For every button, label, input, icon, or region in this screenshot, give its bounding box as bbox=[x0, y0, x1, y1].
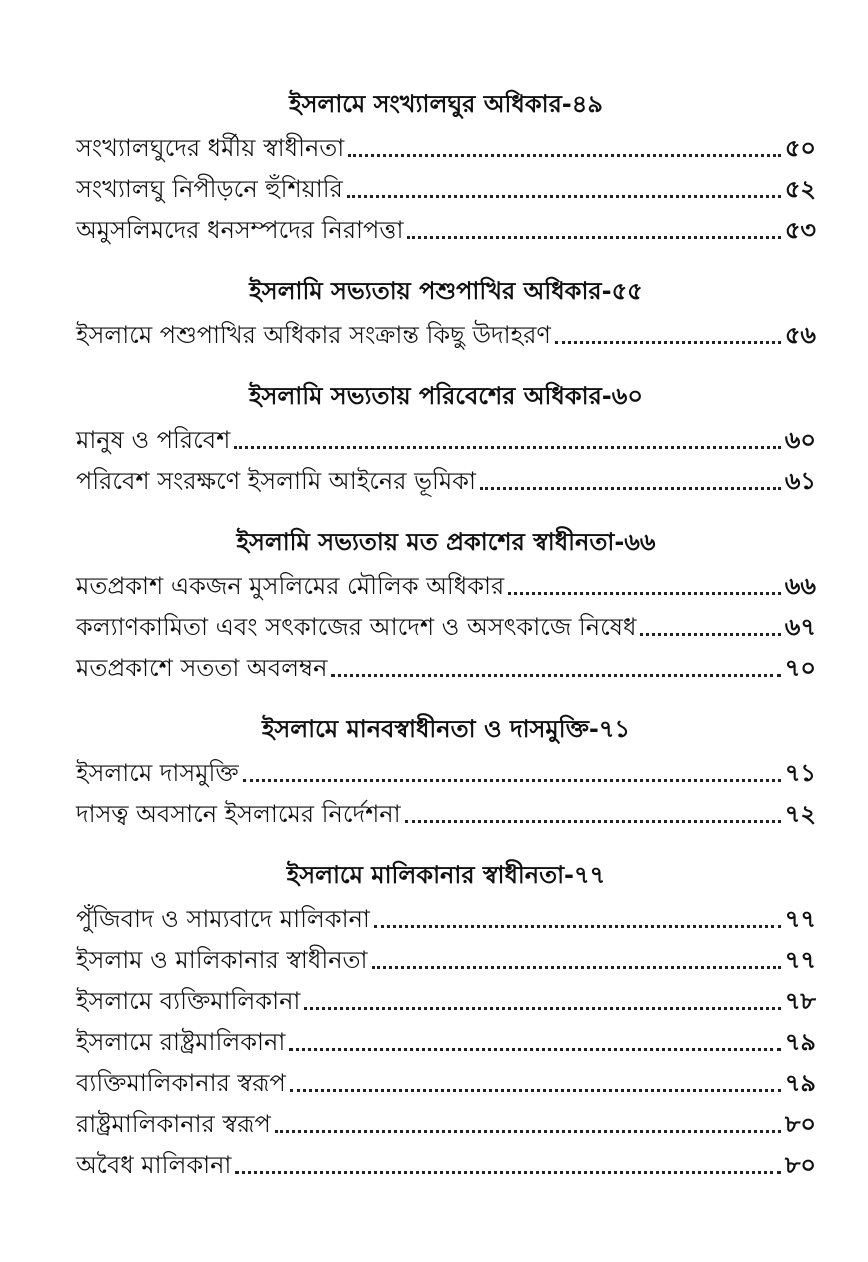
dot-leader bbox=[235, 1159, 780, 1174]
entry-title: সংখ্যালঘু নিপীড়নে হুঁশিয়ারি bbox=[76, 175, 343, 203]
page-number: ৭৭ bbox=[784, 905, 816, 933]
dot-leader bbox=[234, 434, 780, 449]
dot-leader bbox=[508, 580, 781, 595]
toc-entry bbox=[76, 1063, 816, 1104]
toc-section-environment-rights bbox=[76, 376, 816, 502]
toc-entry bbox=[76, 940, 816, 981]
dot-leader bbox=[374, 913, 781, 928]
entry-title: পরিবেশ সংরক্ষণে ইসলামি আইনের ভূমিকা bbox=[76, 467, 476, 495]
dot-leader bbox=[275, 1118, 781, 1133]
dot-leader bbox=[372, 954, 781, 969]
toc-entry bbox=[76, 566, 816, 607]
toc-entry bbox=[76, 128, 816, 169]
dot-leader bbox=[555, 329, 781, 344]
page-number: ৮০ bbox=[784, 1151, 816, 1179]
page-number: ৬৭ bbox=[784, 613, 816, 641]
page-number: ৭৯ bbox=[784, 1028, 816, 1056]
toc-section-minority-rights bbox=[76, 84, 816, 251]
dot-leader bbox=[405, 808, 781, 823]
dot-leader bbox=[289, 1036, 781, 1051]
entry-title: অমুসলিমদের ধনসম্পদের নিরাপত্তা bbox=[76, 216, 404, 244]
toc-entry bbox=[76, 210, 816, 251]
entry-title: পুঁজিবাদ ও সাম্যবাদে মালিকানা bbox=[76, 905, 370, 933]
toc-entry bbox=[76, 315, 816, 356]
entry-title: দাসত্ব অবসানে ইসলামের নির্দেশনা bbox=[76, 800, 401, 828]
entry-title: সংখ্যালঘুদের ধর্মীয় স্বাধীনতা bbox=[76, 134, 345, 162]
section-title: ইসলামি সভ্যতায় মত প্রকাশের স্বাধীনতা-৬৬ bbox=[236, 528, 656, 556]
entry-title: মতপ্রকাশ একজন মুসলিমের মৌলিক অধিকার bbox=[76, 572, 505, 600]
dot-leader bbox=[480, 475, 781, 490]
page-number: ৭২ bbox=[784, 800, 816, 828]
dot-leader bbox=[407, 224, 780, 239]
page-number: ৫৩ bbox=[784, 216, 816, 244]
toc-entry bbox=[76, 1145, 816, 1186]
page-number: ৮০ bbox=[784, 1110, 816, 1138]
page-number: ৭০ bbox=[784, 654, 816, 682]
page-number: ৭৯ bbox=[784, 1069, 816, 1097]
dot-leader bbox=[347, 183, 781, 198]
page-number: ৫৬ bbox=[784, 321, 816, 349]
toc-entry bbox=[76, 169, 816, 210]
entry-title: অবৈধ মালিকানা bbox=[76, 1151, 232, 1179]
toc-entry bbox=[76, 981, 816, 1022]
toc-entry bbox=[76, 899, 816, 940]
entry-title: ব্যক্তিমালিকানার স্বরূপ bbox=[76, 1069, 286, 1097]
section-title: ইসলামে সংখ্যালঘুর অধিকার-৪৯ bbox=[289, 90, 603, 118]
entry-title: মতপ্রকাশে সততা অবলম্বন bbox=[76, 654, 328, 682]
page-number: ৬৬ bbox=[784, 572, 816, 600]
dot-leader bbox=[243, 767, 781, 782]
dot-leader bbox=[331, 662, 780, 677]
toc-entry bbox=[76, 753, 816, 794]
page-number: ৭১ bbox=[784, 759, 816, 787]
entry-title: ইসলামে দাসমুক্তি bbox=[76, 759, 239, 787]
page-number: ৬১ bbox=[784, 467, 816, 495]
page-number: ৬০ bbox=[784, 426, 816, 454]
dot-leader bbox=[640, 621, 780, 636]
dot-leader bbox=[290, 1077, 781, 1092]
page-number: ৭৮ bbox=[784, 987, 816, 1015]
dot-leader bbox=[304, 995, 780, 1010]
page-number: ৫০ bbox=[784, 134, 816, 162]
toc-entry bbox=[76, 1022, 816, 1063]
toc-section-human-freedom bbox=[76, 709, 816, 835]
entry-title: ইসলাম ও মালিকানার স্বাধীনতা bbox=[76, 946, 368, 974]
toc-section-ownership-freedom bbox=[76, 855, 816, 1186]
section-title: ইসলামি সভ্যতায় পশুপাখির অধিকার-৫৫ bbox=[249, 277, 643, 305]
toc-entry bbox=[76, 607, 816, 648]
entry-title: ইসলামে পশুপাখির অধিকার সংক্রান্ত কিছু উদাহরণ bbox=[76, 321, 551, 349]
toc-entry bbox=[76, 794, 816, 835]
toc-entry bbox=[76, 648, 816, 689]
toc-entry bbox=[76, 1104, 816, 1145]
entry-title: মানুষ ও পরিবেশ bbox=[76, 426, 231, 454]
section-title: ইসলামে মালিকানার স্বাধীনতা-৭৭ bbox=[286, 861, 606, 889]
entry-title: ইসলামে রাষ্ট্রমালিকানা bbox=[76, 1028, 286, 1056]
dot-leader bbox=[348, 142, 781, 157]
section-title: ইসলামি সভ্যতায় পরিবেশের অধিকার-৬০ bbox=[249, 382, 643, 410]
toc-entry bbox=[76, 461, 816, 502]
section-title: ইসলামে মানবস্বাধীনতা ও দাসমুক্তি-৭১ bbox=[261, 715, 631, 743]
toc-section-animal-rights bbox=[76, 271, 816, 356]
page-number: ৫২ bbox=[784, 175, 816, 203]
toc-section-freedom-of-expression bbox=[76, 522, 816, 689]
page-number: ৭৭ bbox=[784, 946, 816, 974]
entry-title: ইসলামে ব্যক্তিমালিকানা bbox=[76, 987, 301, 1015]
toc-entry bbox=[76, 420, 816, 461]
entry-title: কল্যাণকামিতা এবং সৎকাজের আদেশ ও অসৎকাজে নিষেধ bbox=[76, 613, 637, 641]
entry-title: রাষ্ট্রমালিকানার স্বরূপ bbox=[76, 1110, 271, 1138]
